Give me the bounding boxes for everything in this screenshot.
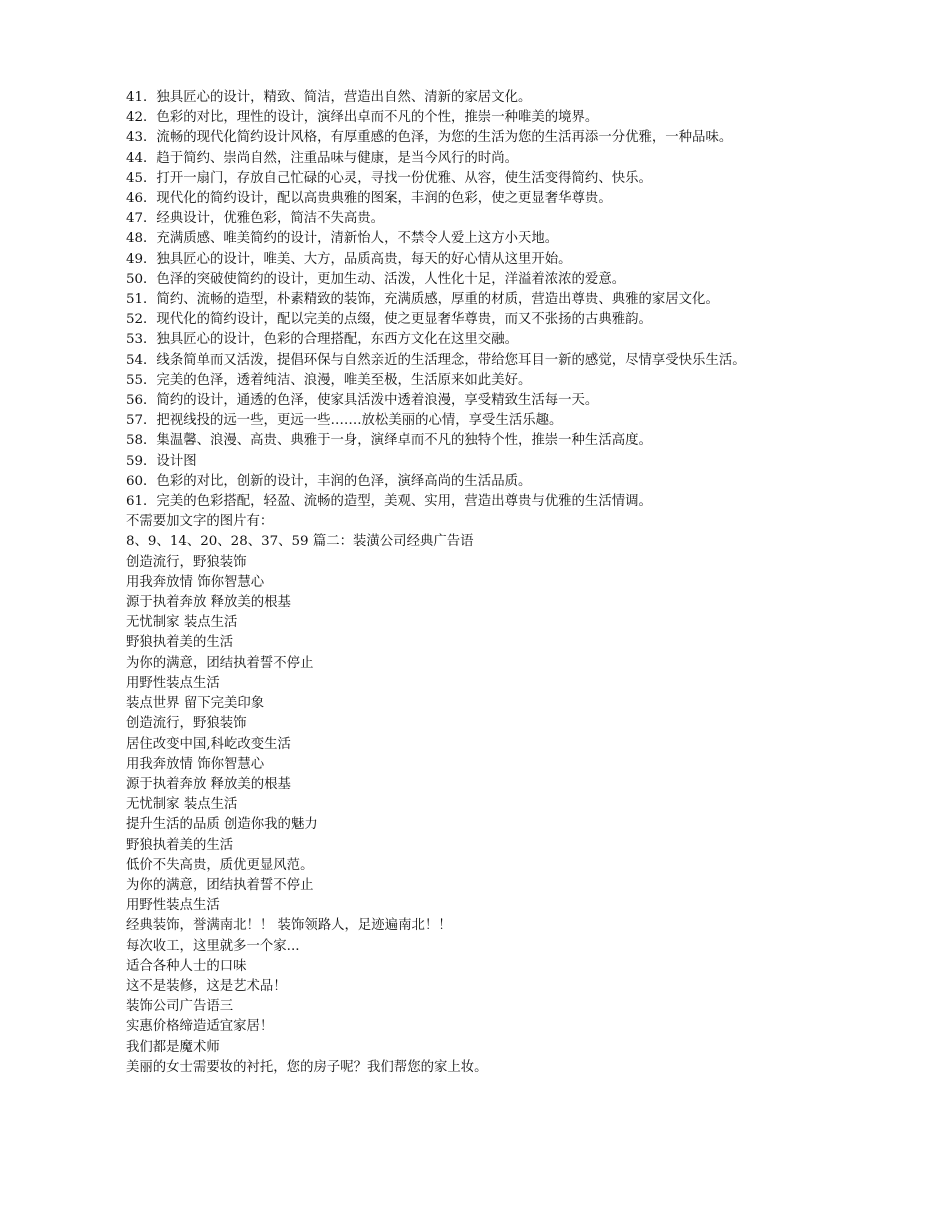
text-line: 美丽的女士需要妆的衬托，您的房子呢？我们帮您的家上妆。: [126, 1059, 488, 1075]
text-line: 55．完美的色泽，透着纯洁、浪漫，唯美至极，生活原来如此美好。: [126, 372, 532, 388]
text-line: 用我奔放情 饰你智慧心: [126, 574, 265, 590]
text-line: 为你的满意，团结执着誓不停止: [126, 877, 314, 893]
text-line: 装点世界 留下完美印象: [126, 696, 265, 712]
text-line: 低价不失高贵，质优更显风范。: [126, 857, 314, 873]
document-body: [126, 88, 766, 1078]
text-line: 不需要加文字的图片有：: [126, 514, 274, 530]
text-line: 为你的满意，团结执着誓不停止: [126, 655, 314, 671]
text-line: 8、9、14、20、28、37、59 篇二：装潢公司经典广告语: [126, 534, 474, 550]
text-line: 居住改变中国,科屹改变生活: [126, 736, 291, 752]
text-line: 用野性装点生活: [126, 675, 220, 691]
text-line: 58．集温馨、浪漫、高贵、典雅于一身，演绎卓而不凡的独特个性，推崇一种生活高度。: [126, 433, 652, 449]
text-line: 60．色彩的对比，创新的设计，丰润的色泽，演绎高尚的生活品质。: [126, 473, 532, 489]
text-line: 源于执着奔放 释放美的根基: [126, 776, 291, 792]
text-line: 每次收工，这里就多一个家...: [126, 938, 300, 954]
text-line: 创造流行，野狼装饰: [126, 716, 247, 732]
text-line: 适合各种人士的口味: [126, 958, 247, 974]
text-line: 42．色彩的对比，理性的设计，演绎出卓而不凡的个性，推崇一种唯美的境界。: [126, 110, 599, 126]
text-line: 提升生活的品质 创造你我的魅力: [126, 817, 318, 833]
text-line: 经典装饰，誉满南北！！ 装饰领路人，足迹遍南北！！: [126, 918, 452, 934]
text-line: 用我奔放情 饰你智慧心: [126, 756, 265, 772]
text-line: 野狼执着美的生活: [126, 837, 234, 853]
text-line: 52．现代化的简约设计，配以完美的点缀，使之更显奢华尊贵，而又不张扬的古典雅韵。: [126, 312, 652, 328]
text-line: 44．趋于简约、崇尚自然，注重品味与健康，是当今风行的时尚。: [126, 150, 518, 166]
text-line: 51．简约、流畅的造型，朴素精致的装饰，充满质感，厚重的材质，营造出尊贵、典雅的家居文化。: [126, 292, 719, 308]
text-line: 49．独具匠心的设计，唯美、大方，品质高贵，每天的好心情从这里开始。: [126, 251, 572, 267]
text-line: 56．简约的设计，通透的色泽，使家具活泼中透着浪漫，享受精致生活每一天。: [126, 393, 599, 409]
text-line: 43．流畅的现代化简约设计风格，有厚重感的色泽，为您的生活为您的生活再添一分优雅，一种品味。: [126, 130, 733, 146]
text-line: 用野性装点生活: [126, 898, 220, 914]
text-line: 无忧制家 装点生活: [126, 615, 238, 631]
text-line: 这不是装修，这是艺术品！: [126, 978, 287, 994]
text-line: 实惠价格缔造适宜家居！: [126, 1019, 274, 1035]
text-line: 45．打开一扇门，存放自己忙碌的心灵，寻找一份优雅、从容，使生活变得简约、快乐。: [126, 170, 652, 186]
text-line: 我们都是魔术师: [126, 1039, 220, 1055]
text-line: 装饰公司广告语三: [126, 999, 234, 1015]
text-line: 野狼执着美的生活: [126, 635, 234, 651]
text-line: 47．经典设计，优雅色彩，简洁不失高贵。: [126, 211, 385, 227]
text-line: 59．设计图: [126, 453, 197, 469]
text-line: 46．现代化的简约设计，配以高贵典雅的图案，丰润的色彩，使之更显奢华尊贵。: [126, 191, 612, 207]
text-line: 源于执着奔放 释放美的根基: [126, 595, 291, 611]
text-line: 57．把视线投的远一些，更远一些…….放松美丽的心情，享受生活乐趣。: [126, 413, 563, 429]
text-line: 50．色泽的突破使简约的设计，更加生动、活泼，人性化十足，洋溢着浓浓的爱意。: [126, 271, 626, 287]
text-line: 48．充满质感、唯美简约的设计，清新怡人，不禁令人爱上这方小天地。: [126, 231, 559, 247]
text-line: 53．独具匠心的设计，色彩的合理搭配，东西方文化在这里交融。: [126, 332, 518, 348]
text-line: 61．完美的色彩搭配，轻盈、流畅的造型，美观、实用，营造出尊贵与优雅的生活情调。: [126, 494, 652, 510]
text-line: 54．线条简单而又活泼，提倡环保与自然亲近的生活理念，带给您耳目一新的感觉，尽情享受快乐生活。: [126, 352, 746, 368]
text-line: 创造流行，野狼装饰: [126, 554, 247, 570]
text-line: 41．独具匠心的设计，精致、简洁，营造出自然、清新的家居文化。: [126, 90, 532, 105]
text-line: 无忧制家 装点生活: [126, 797, 238, 813]
